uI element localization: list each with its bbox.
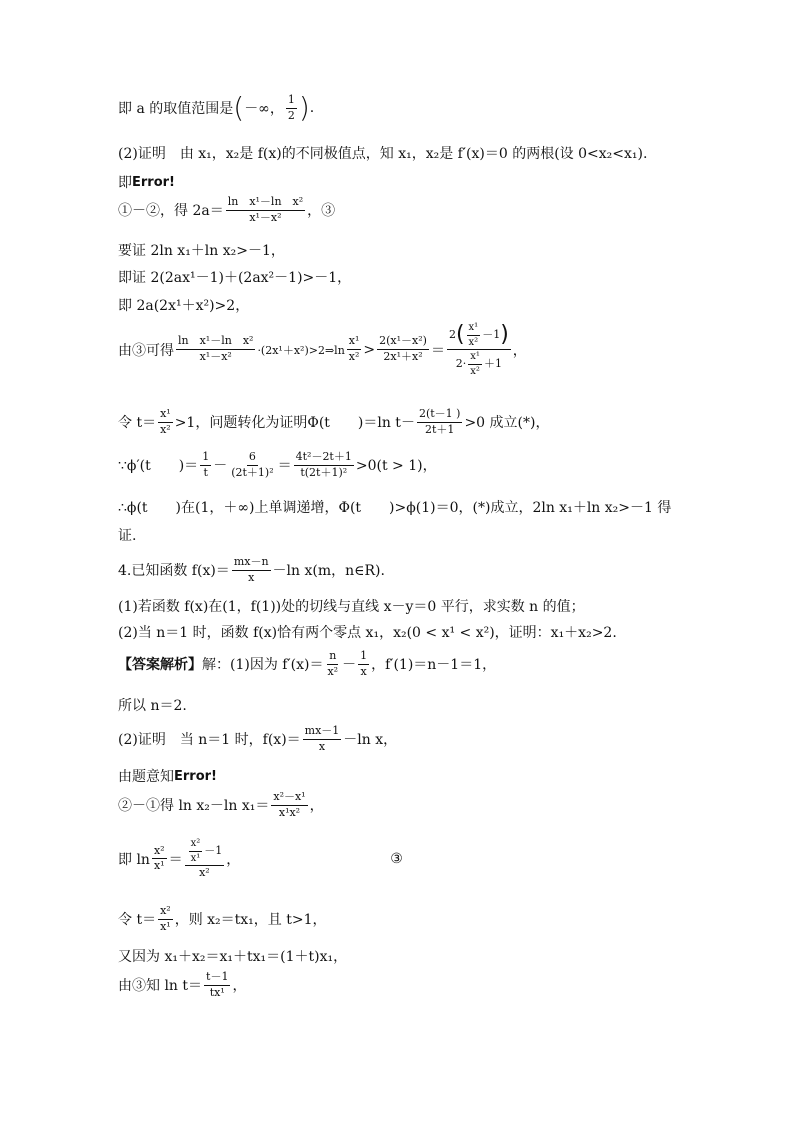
text: 即证 2(2ax¹－1)＋(2ax²－1)>－1， (118, 270, 352, 286)
fraction: $\frac{1}{x}$ (360, 649, 368, 678)
text: 解：(1)因为 f′(x)＝ (202, 657, 324, 674)
text: (1)若函数 f(x)在(1，f(1))处的切线与直线 x－y＝0 平行，求实数 n 的值； (118, 599, 585, 615)
text: 要证 2ln x₁＋ln x₂>－1， (118, 243, 285, 259)
text: 即 2a(2x¹＋x²)>2， (118, 298, 250, 314)
text: ②－①得 ln x₂－ln x₁＝ (118, 798, 270, 815)
fraction: $\frac{t-1}{\text{tx¹}}$ (206, 970, 229, 999)
text-line (118, 408, 549, 436)
text: ＝ (168, 851, 183, 868)
text-line (118, 695, 187, 715)
text-line (118, 971, 246, 999)
text: ，则 x₂＝tx₁，且 t>1， (174, 912, 327, 929)
text: ③ (390, 850, 403, 867)
text-line (118, 838, 403, 880)
fraction: $\frac{\text{2(x¹－x²)}}{\text{2x¹＋x²}}$ (379, 334, 427, 363)
text: ＝ (277, 458, 292, 475)
fraction: $\frac{\text{x²－x¹}}{\text{x¹x²}}$ (273, 790, 306, 819)
fraction-compound: $\frac{\text{x²}}{\text{x¹}}$ －1 x² (185, 838, 225, 880)
answer-heading: 【答案解析】 (118, 657, 202, 674)
text: 由③知 ln t＝ (118, 978, 203, 995)
fraction: $\frac{mx-n}{x}$ (233, 555, 269, 584)
text-line (118, 622, 617, 642)
fraction: $\frac{\text{4t²－2t＋1}}{\text{t(2t＋1)²}}$ (295, 450, 352, 479)
text: 又因为 x₁＋x₂＝x₁＋tx₁＝(1＋t)x₁， (118, 949, 348, 965)
text-line (118, 240, 285, 260)
text-line (118, 556, 385, 584)
text-line (118, 91, 315, 125)
error-text: Error! (174, 768, 217, 784)
fraction: $\frac{2(t-1 )}{2t+1}$ (418, 407, 461, 436)
text: ，③ (307, 203, 336, 220)
fraction: $\frac{\text{ln x¹－ln x²}}{\text{x¹－x²}}$ (178, 334, 254, 363)
text: 所以 n＝2. (118, 698, 187, 714)
text: 令 t＝ (118, 415, 157, 432)
fraction: $\frac{6}{\text{(2t＋1)²}}$ (231, 450, 274, 479)
fraction: $\frac{\text{x²}}{\text{x¹}}$ (160, 904, 171, 933)
text-line (118, 946, 347, 966)
text: (2)证明 由 x₁，x₂是 f(x)的不同极值点，知 x₁，x₂是 f′(x)＝0 的两根(设 0<x₂<x₁). (118, 146, 648, 162)
text: 证. (118, 528, 137, 544)
text: 由③可得 (118, 342, 174, 359)
fraction: $\frac{mx-1}{x}$ (304, 724, 340, 753)
text: － (213, 458, 228, 475)
text: 即 ln (118, 851, 150, 868)
text: ， (232, 978, 247, 995)
text-line (118, 295, 249, 315)
text: >1，问题转化为证明Φ(t )＝ln t－ (174, 415, 415, 432)
text: －ln x， (343, 732, 398, 749)
text: － (342, 657, 357, 674)
text: > (363, 341, 376, 358)
paren-left: ( (233, 91, 245, 125)
text: ＝ (430, 342, 445, 359)
text: 令 t＝ (118, 912, 157, 929)
text-line (118, 322, 527, 377)
text: 4.已知函数 f(x)＝ (118, 563, 230, 580)
fraction: $\frac{1}{t}$ (202, 450, 210, 479)
fraction: $\frac{\text{x¹}}{\text{x²}}$ (160, 407, 171, 436)
text: 即 (118, 175, 132, 191)
fraction: $\frac{n}{\text{x²}}$ (327, 649, 339, 678)
text: ∵ϕ′(t )＝ (118, 458, 199, 475)
text-line (118, 725, 397, 753)
text-line (118, 143, 647, 163)
paren-right: ) (298, 91, 310, 125)
text: (2)当 n＝1 时，函数 f(x)恰有两个零点 x₁，x₂(0 < x¹ < x²)，证明：x₁＋x₂>2. (118, 625, 617, 641)
text: ， (309, 798, 324, 815)
text-line (118, 791, 324, 819)
fraction: $\frac{\text{x²}}{\text{x¹}}$ (153, 843, 165, 873)
text: ， (226, 851, 241, 868)
text: (2)证明 当 n＝1 时，f(x)＝ (118, 732, 301, 749)
text: ，f′(1)＝n－1＝1， (371, 657, 497, 674)
fraction-compound: 2 ( $\frac{\text{x¹}}{\text{x²}}$ －1 ) 2· $\frac{\text{x¹}}{\text{x²}}$ ＋1 (448, 322, 509, 377)
text: ①－②，得 2a＝ (118, 203, 224, 220)
text: . (309, 100, 315, 117)
text-line (118, 525, 136, 545)
text-line (118, 497, 671, 517)
error-text: Error! (132, 174, 175, 190)
text-line (118, 596, 585, 616)
text: －∞， (244, 101, 284, 118)
text-line (118, 766, 217, 786)
text: ·(2x¹＋x²)>2⇒ln (257, 343, 345, 357)
text: >0(t > 1)， (355, 458, 437, 475)
text: ， (512, 342, 527, 359)
text-line (118, 451, 437, 479)
fraction: $\frac{\text{ln x¹－ln x²}}{\text{x¹－x²}}$ (227, 195, 304, 224)
text: －ln x(m，n∈R). (272, 563, 385, 580)
text-line (118, 196, 335, 224)
text: 即 a 的取值范围是 (118, 101, 234, 118)
fraction: $\frac{1}{2}$ (287, 93, 295, 122)
text-line (118, 172, 175, 192)
text-line (118, 650, 496, 678)
fraction: $\frac{\text{x¹}}{\text{x²}}$ (348, 334, 360, 363)
text: ∴ϕ(t )在(1，＋∞)上单调递增，Φ(t )>ϕ(1)＝0，(*)成立，2ln x₁＋ln x₂>－1 得 (118, 500, 672, 516)
text-line (118, 267, 351, 287)
text: 由题意知 (118, 769, 174, 785)
text: >0 成立(*)， (464, 415, 550, 432)
text-line (118, 905, 327, 933)
